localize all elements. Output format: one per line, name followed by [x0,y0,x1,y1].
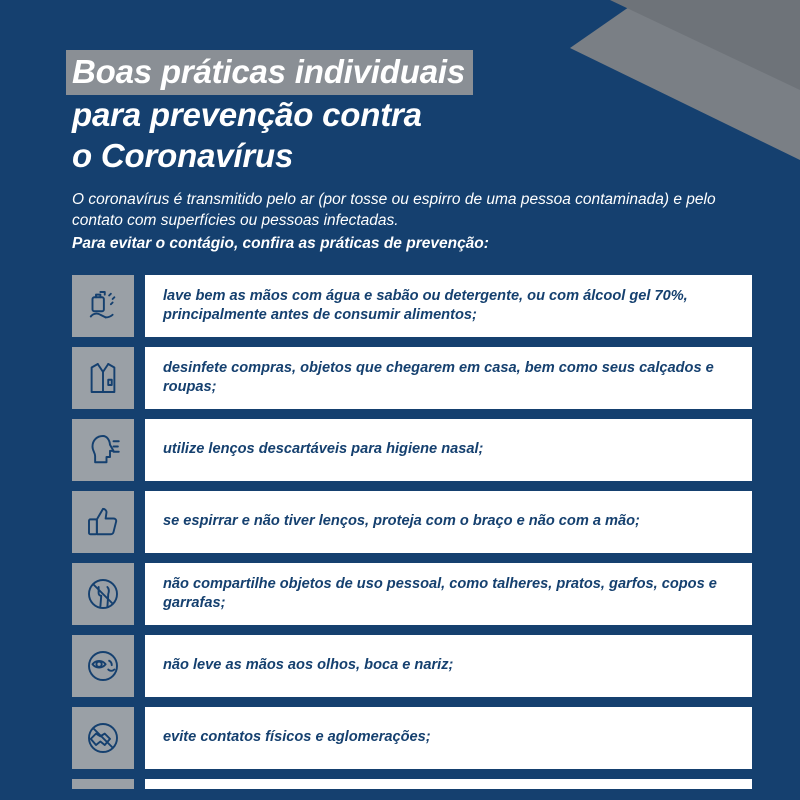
list-item [72,707,752,769]
list-item [72,419,752,481]
list-item [72,635,752,697]
list-item-text-box [145,275,752,337]
thumbs-up-icon [72,491,134,553]
no-handshake-icon [72,707,134,769]
list-item-text-box [145,563,752,625]
list-item-label: evite contatos físicos e aglomerações; [163,729,431,746]
title-line-2: para prevenção contra [72,96,422,134]
list-item-text-box [145,707,752,769]
list-item-label: desinfete compras, objetos que chegarem em casa, bem como seus calçados e roupas; [163,359,714,395]
list-item [72,347,752,409]
prevention-list [70,275,752,789]
list-item-text-box [145,635,752,697]
title-line-1: Boas práticas individuais [66,50,473,95]
list-item [72,491,752,553]
list-item-partial [72,779,752,789]
eye-nose-mouth-icon [72,635,134,697]
list-item-label: não leve as mãos aos olhos, boca e nariz; [163,657,454,674]
partial-text-box [145,779,752,789]
list-item-text-box [145,491,752,553]
list-item-text-box [145,347,752,409]
list-item [72,275,752,337]
lab-coat-icon [72,347,134,409]
list-item-label: lave bem as mãos com água e sabão ou detergente, ou com álcool gel 70%, principalmente antes de consumir alimentos; [163,287,688,323]
list-item-label: não compartilhe objetos de uso pessoal, como talheres, pratos, garfos, copos e garrafas; [163,575,717,611]
sneezing-head-icon [72,419,134,481]
intro-paragraph [72,190,752,255]
page-title [70,50,752,176]
list-item [72,563,752,625]
no-sharing-cutlery-icon [72,563,134,625]
intro-call-to-action: Para evitar o contágio, confira as práticas de prevenção: [72,234,489,252]
list-item-label: utilize lenços descartáveis para higiene nasal; [163,441,484,458]
soap-dispenser-hand-icon [72,275,134,337]
list-item-label: se espirrar e não tiver lenços, proteja com o braço e não com a mão; [163,513,640,530]
title-line-3: o Coronavírus [72,136,294,174]
intro-text: O coronavírus é transmitido pelo ar (por tosse ou espirro de uma pessoa contaminada) e pelo contato com superfícies ou pessoas infectadas. [72,190,716,229]
partial-icon [72,779,134,789]
list-item-text-box [145,419,752,481]
